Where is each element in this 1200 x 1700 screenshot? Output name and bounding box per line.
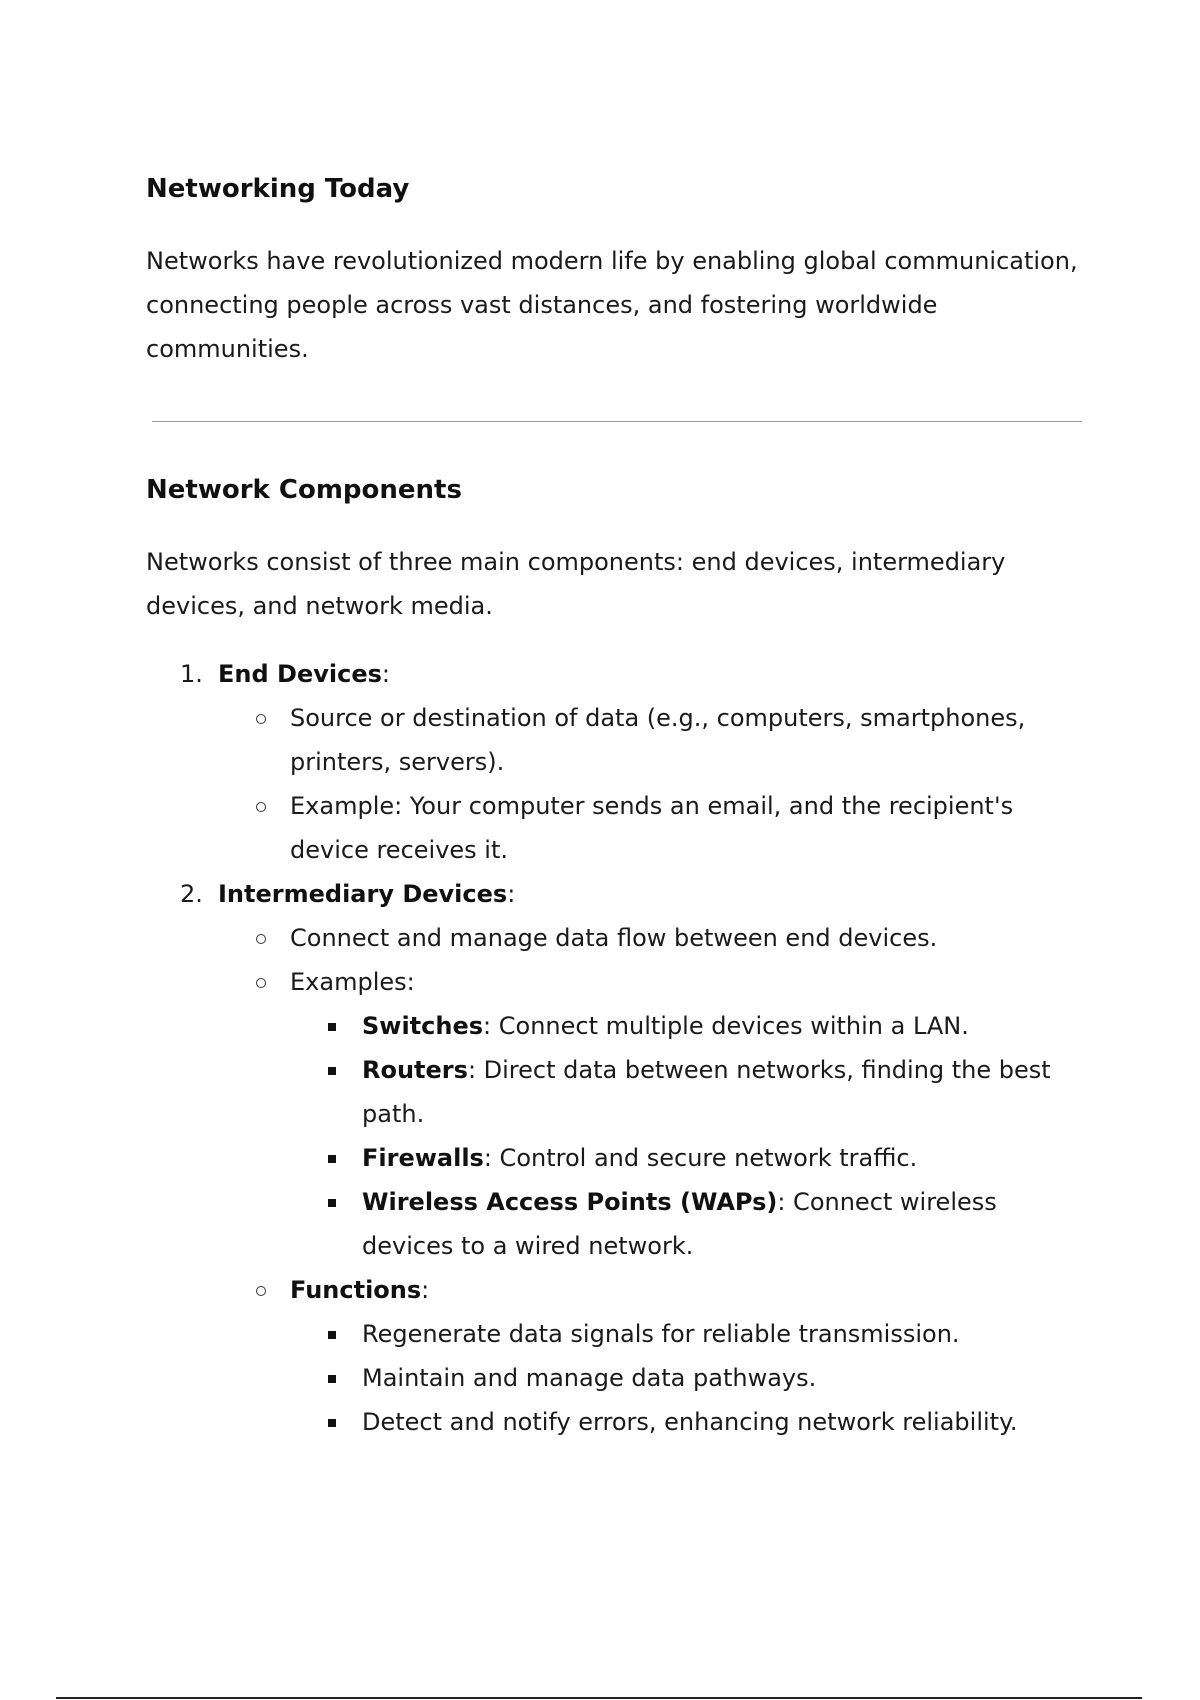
item-label: End Devices [218,660,382,688]
hollow-bullet-icon [256,934,266,944]
square-bullet-icon [328,1199,336,1207]
list-item [290,1136,1086,1180]
square-bullet-icon [328,1155,336,1163]
square-bullet-icon [328,1375,336,1383]
list-number: 1. [180,660,203,688]
end-devices-bullets [218,696,1086,872]
hollow-bullet-icon [256,714,266,724]
example-term: Firewalls [362,1144,484,1172]
horizontal-divider [152,421,1082,422]
function-text: Maintain and manage data pathways. [362,1364,817,1392]
function-text: Detect and notify errors, enhancing network reliability. [362,1408,1018,1436]
square-bullet-icon [328,1419,336,1427]
functions-label: Functions [290,1276,422,1304]
item-label: Intermediary Devices [218,880,508,908]
list-item [290,1356,1086,1400]
function-text: Regenerate data signals for reliable transmission. [362,1320,960,1348]
list-item [218,960,1086,1268]
bullet-text: Examples: [290,968,415,996]
bullet-text: Source or destination of data (e.g., computers, smartphones, printers, servers). [290,704,1026,776]
section-paragraph-networking-today: Networks have revolutionized modern life by enabling global communication, connecting people across vast distances, and fostering worldwide communities. [146,247,1078,363]
list-item [218,1268,1086,1444]
example-desc: : Connect wireless devices to a wired network. [362,1188,997,1260]
example-desc: : Connect multiple devices within a LAN. [483,1012,969,1040]
list-item [218,916,1086,960]
hollow-bullet-icon [256,802,266,812]
bullet-text: Connect and manage data flow between end devices. [290,924,938,952]
hollow-bullet-icon [256,978,266,988]
section-title-networking-today: Networking Today [146,174,410,204]
example-term: Switches [362,1012,484,1040]
functions-list [290,1312,1086,1444]
list-item [218,696,1086,784]
example-desc: : Control and secure network traffic. [483,1144,918,1172]
list-item [290,1048,1086,1136]
example-term: Wireless Access Points (WAPs) [362,1188,778,1216]
square-bullet-icon [328,1023,336,1031]
colon: : [381,660,390,688]
colon: : [421,1276,430,1304]
hollow-bullet-icon [256,1286,266,1296]
list-item [290,1312,1086,1356]
square-bullet-icon [328,1067,336,1075]
square-bullet-icon [328,1331,336,1339]
bullet-text: Example: Your computer sends an email, and the recipient's device receives it. [290,792,1014,864]
list-item [290,1004,1086,1048]
example-term: Routers [362,1056,468,1084]
list-item [290,1180,1086,1268]
section-paragraph-network-components: Networks consist of three main components: end devices, intermediary devices, and network media. [146,548,1006,620]
page-bottom-border [56,1697,1142,1699]
section-title-network-components: Network Components [146,475,462,505]
components-list [146,652,1086,1444]
example-desc: : Direct data between networks, finding the best path. [362,1056,1051,1128]
examples-list [290,1004,1086,1268]
intermediary-bullets [218,916,1086,1444]
list-item-end-devices [146,652,1086,872]
colon: : [507,880,516,908]
list-item [218,784,1086,872]
list-number: 2. [180,880,203,908]
list-item [290,1400,1086,1444]
list-item-intermediary-devices [146,872,1086,1444]
